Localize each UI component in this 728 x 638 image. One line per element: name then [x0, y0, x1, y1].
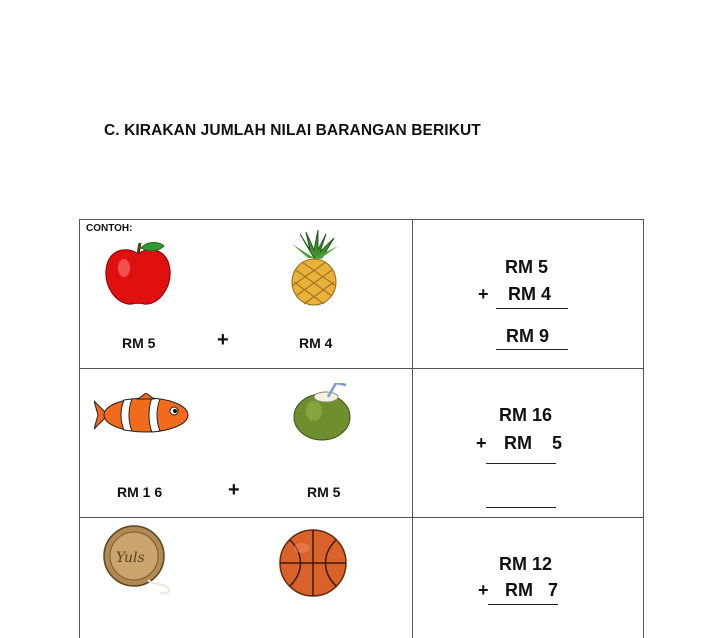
items-cell	[80, 220, 413, 369]
plus-sign: +	[478, 284, 489, 305]
sum-cell	[413, 369, 644, 518]
yoyo-icon	[102, 524, 178, 600]
clownfish-icon	[94, 393, 192, 437]
plus-sign: +	[476, 433, 487, 454]
plus-operator: +	[217, 329, 229, 352]
table-row	[80, 518, 644, 638]
sum-rule	[488, 604, 558, 605]
example-label: CONTOH:	[86, 223, 132, 234]
item-price: RM 5	[122, 335, 155, 351]
section-title: C. KIRAKAN JUMLAH NILAI BARANGAN BERIKUT	[104, 122, 481, 140]
addend-2: RM 7	[505, 580, 558, 601]
item-price: RM 5	[307, 484, 340, 500]
sum-rule	[496, 308, 568, 309]
addend-2: RM 4	[508, 284, 551, 305]
answer-rule	[496, 349, 568, 350]
addend-1: RM 5	[505, 257, 548, 278]
answer-rule	[486, 507, 556, 508]
table-row	[80, 220, 644, 369]
worksheet-table	[79, 219, 644, 638]
yoyo-brand-logo: Yuls	[116, 550, 145, 566]
pineapple-icon	[284, 230, 344, 306]
addend-1: RM 12	[499, 554, 552, 575]
addend-1: RM 16	[499, 405, 552, 426]
plus-operator: +	[228, 479, 240, 502]
items-cell	[80, 369, 413, 518]
item-price: RM 4	[299, 335, 332, 351]
coconut-icon	[292, 383, 354, 441]
addend-2: RM 5	[504, 433, 562, 454]
sum-cell	[413, 518, 644, 638]
sum-rule	[486, 463, 556, 464]
item-price: RM 1 6	[117, 484, 162, 500]
apple-icon	[102, 240, 174, 308]
sum-cell	[413, 220, 644, 369]
table-row	[80, 369, 644, 518]
items-cell	[80, 518, 413, 638]
plus-sign: +	[478, 580, 489, 601]
sum-answer: RM 9	[506, 326, 549, 347]
basketball-icon	[278, 528, 348, 598]
